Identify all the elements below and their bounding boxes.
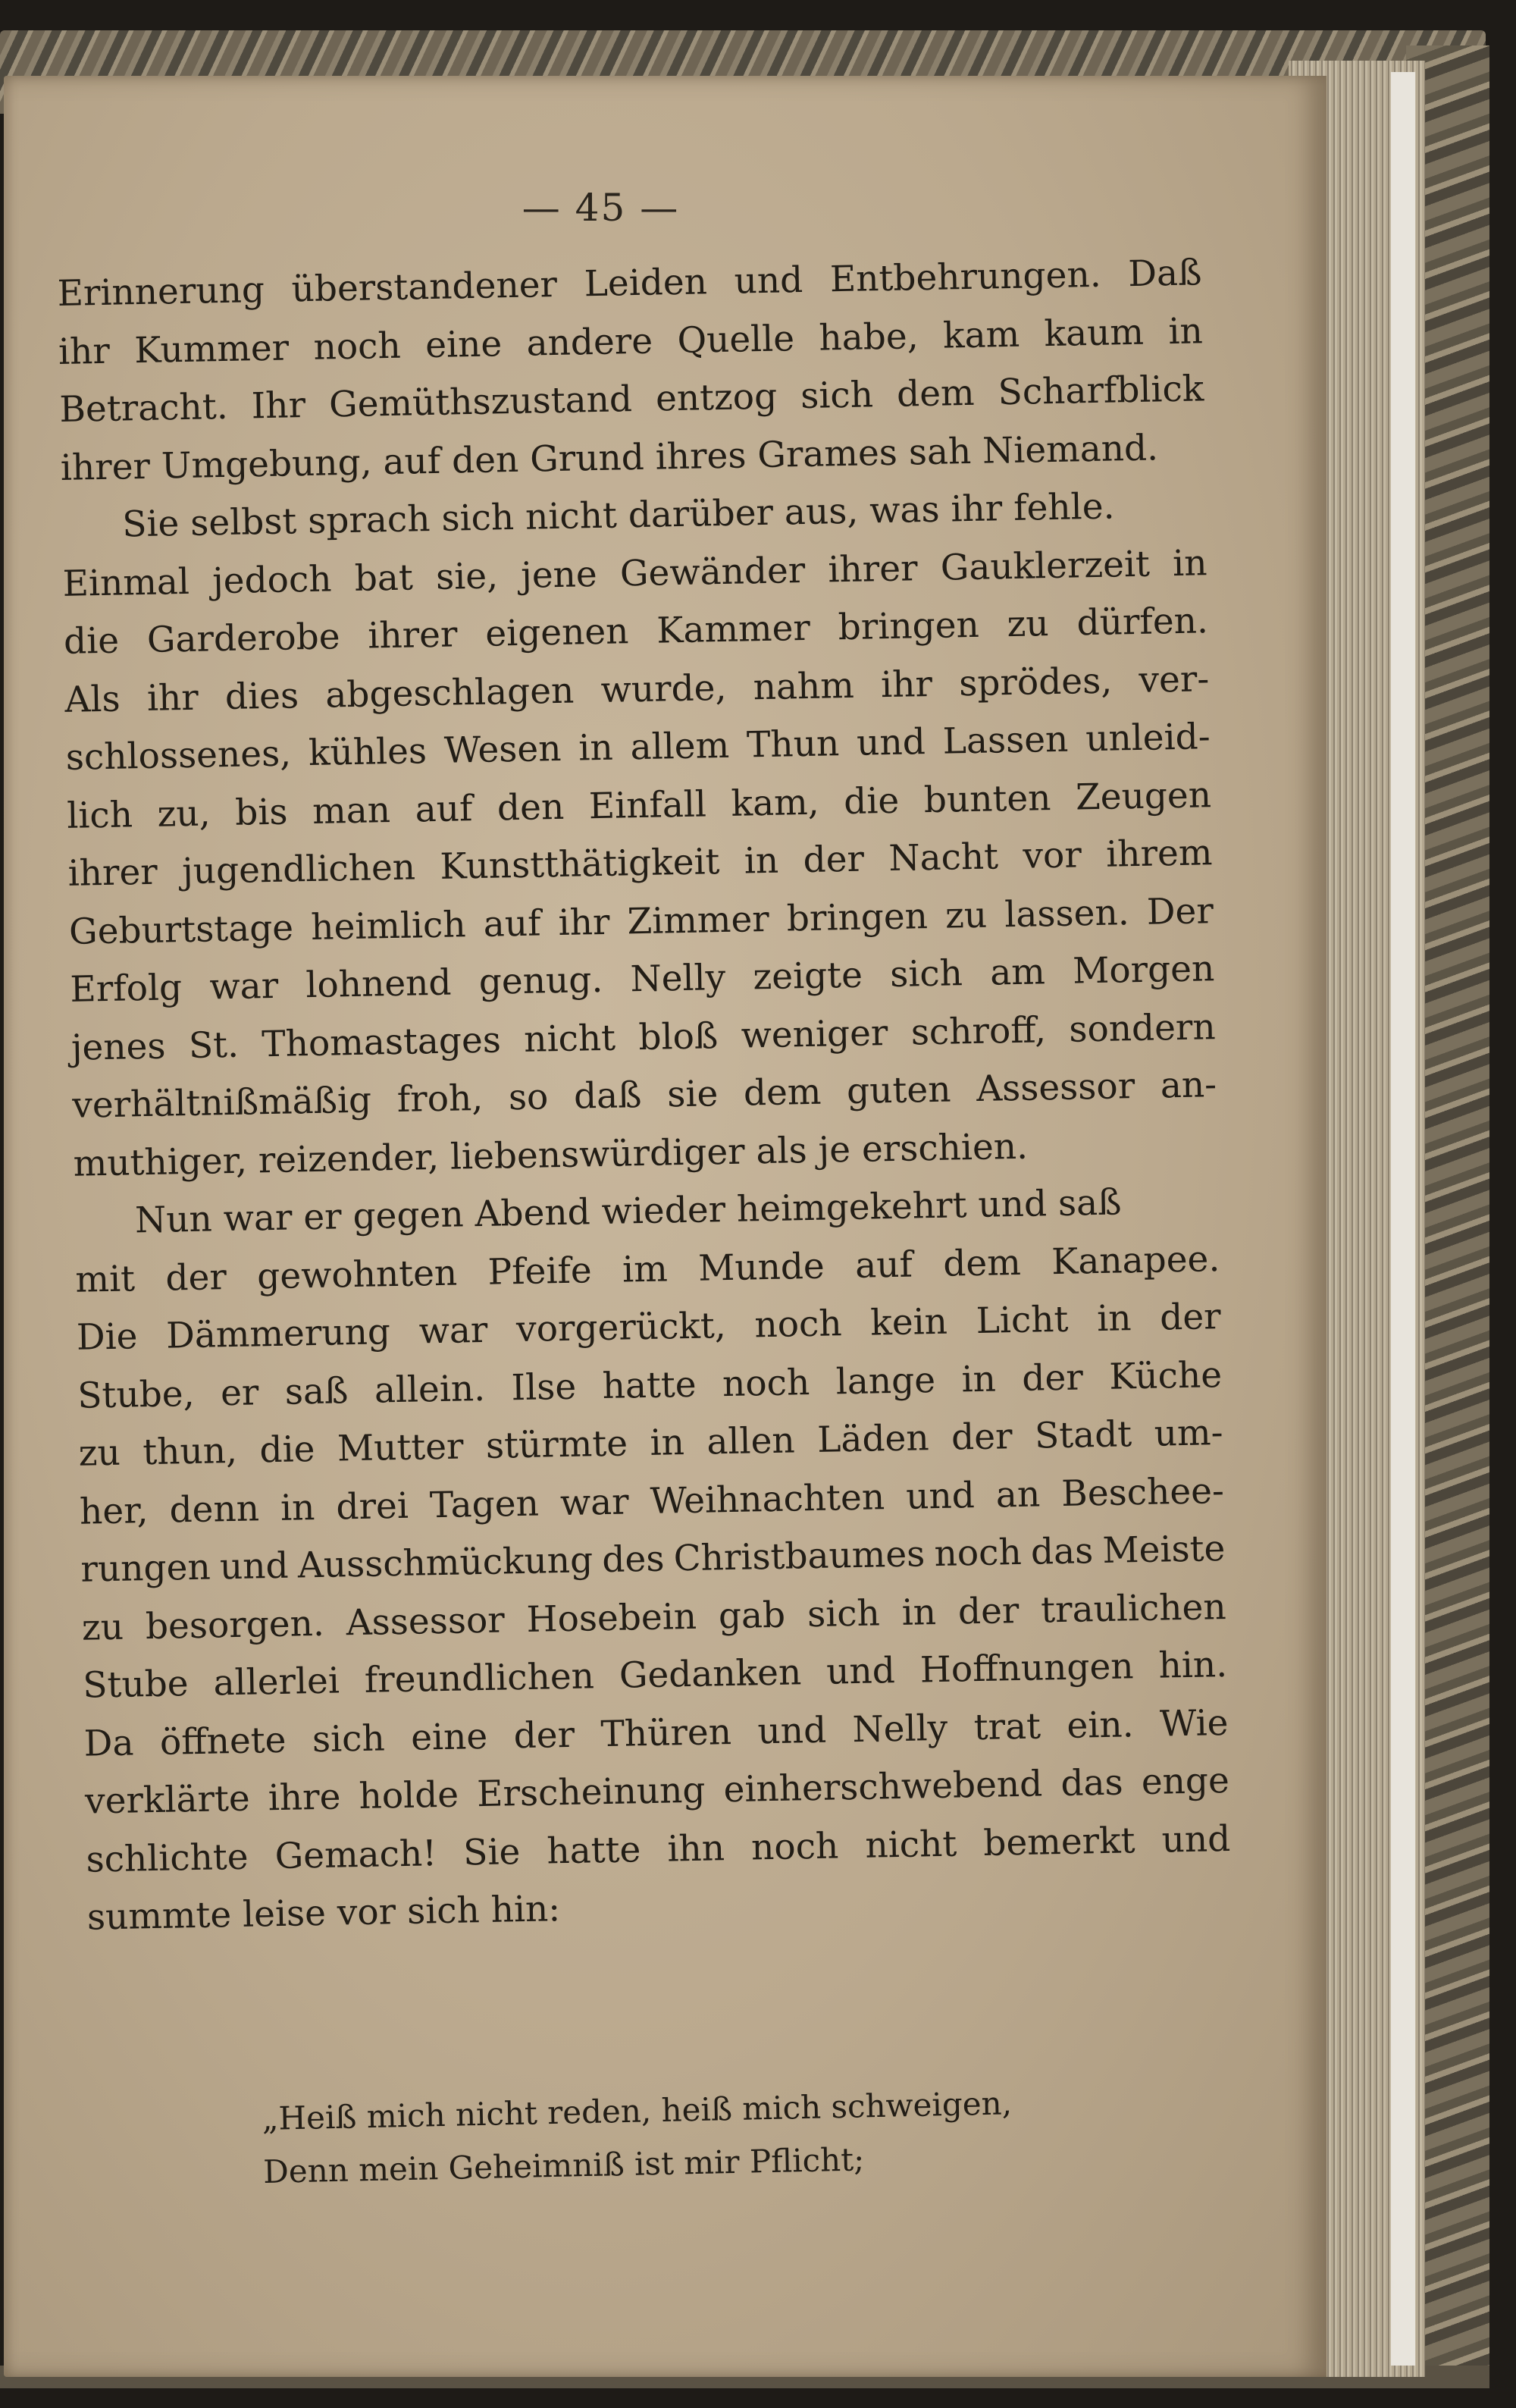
text-line: schlichte Gemach! Sie hatte ihn noch nicht bemerkt und: [86, 1817, 1231, 1881]
verse-line: Denn mein Geheimniß ist mir Pflicht;: [262, 2140, 865, 2190]
text-line: ihrer jugendlichen Kunstthätigkeit in der Nacht vor ihrem: [67, 832, 1213, 895]
text-line: mit der gewohnten Pfeife im Munde auf dem Kanapee.: [75, 1237, 1220, 1301]
text-line: zu thun, die Mutter stürmte in allen Läden der Stadt um-: [78, 1412, 1223, 1475]
text-line: muthiger, reizender, liebenswürdiger als je erschien.: [73, 1125, 1029, 1185]
verse-line: „Heiß mich nicht reden, heiß mich schweigen,: [262, 2084, 1013, 2137]
text-line: die Garderobe ihrer eigenen Kammer bringen zu dürfen.: [63, 600, 1209, 663]
text-line: summte leise vor sich hin:: [86, 1888, 561, 1939]
text-line: zu besorgen. Assessor Hosebein gab sich in der traulichen: [81, 1585, 1227, 1649]
text-line: verhältnißmäßig froh, so daß sie dem guten Assessor an-: [71, 1064, 1217, 1127]
text-line: ihr Kummer noch eine andere Quelle habe, kam kaum in: [58, 309, 1204, 373]
book-page: [4, 76, 1326, 2377]
text-line: schlossenes, kühles Wesen in allem Thun und Lassen unleid-: [65, 716, 1211, 779]
text-line: ihrer Umgebung, auf den Grund ihres Grames sah Niemand.: [60, 426, 1159, 489]
text-line: Da öffnete sich eine der Thüren und Nelly trat ein. Wie: [83, 1701, 1229, 1765]
text-line: Erfolg war lohnend genug. Nelly zeigte sich am Morgen: [70, 948, 1215, 1011]
text-line: Nun war er gegen Abend wieder heimgekehrt und saß: [134, 1181, 1122, 1242]
text-line: Einmal jedoch bat sie, jene Gewänder ihrer Gauklerzeit in: [62, 541, 1207, 605]
verse-quote: [262, 2077, 1022, 2199]
text-line: Stube allerlei freundlichen Gedanken und Hoffnungen hin.: [82, 1644, 1228, 1707]
text-line: Die Dämmerung war vorgerückt, noch kein Licht in der: [76, 1296, 1222, 1359]
text-line: rungen und Ausschmückung des Christbaumes noch das Meiste: [80, 1528, 1226, 1591]
page-number: — 45 —: [522, 186, 680, 230]
text-line: verklärte ihre holde Erscheinung einherschwebend das enge: [84, 1759, 1230, 1823]
text-line: Stube, er saß allein. Ilse hatte noch lange in der Küche: [77, 1353, 1223, 1417]
text-line: her, denn in drei Tagen war Weihnachten und an Beschee-: [79, 1469, 1225, 1533]
text-line: lich zu, bis man auf den Einfall kam, die bunten Zeugen: [66, 773, 1212, 837]
body-text: [57, 244, 1232, 1947]
text-line: Als ihr dies abgeschlagen wurde, nahm ihr sprödes, ver-: [64, 657, 1210, 721]
text-line: jenes St. Thomastages nicht bloß weniger schroff, sondern: [70, 1005, 1217, 1069]
text-line: Betracht. Ihr Gemüthszustand entzog sich dem Scharfblick: [58, 368, 1204, 431]
text-line: Sie selbst sprach sich nicht darüber aus, was ihr fehle.: [121, 485, 1115, 546]
loose-leaf: [1391, 72, 1415, 2366]
text-line: Geburtstage heimlich auf ihr Zimmer bringen zu lassen. Der: [68, 889, 1214, 953]
text-line: Erinnerung überstandener Leiden und Entbehrungen. Daß: [57, 252, 1202, 315]
